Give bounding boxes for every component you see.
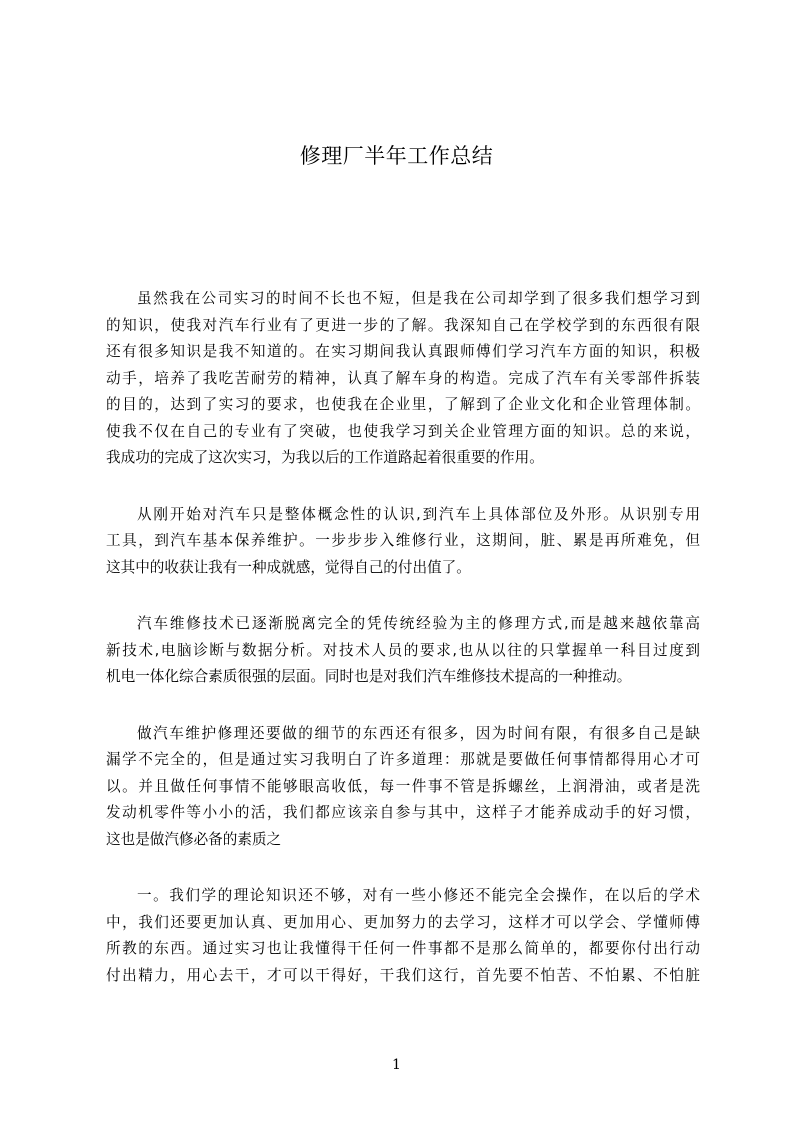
text-line: 还有很多知识是我不知道的。在实习期间我认真跟师傅们学习汽车方面的知识，积极 (106, 343, 700, 360)
text-line: 一。我们学的理论知识还不够，对有一些小修还不能完全会操作，在以后的学术 (137, 887, 700, 904)
paragraph-2 (106, 502, 700, 582)
page-number: 1 (392, 1057, 401, 1073)
text-line: 从刚开始对汽车只是整体概念性的认识,到汽车上具体部位及外形。从识别专用 (137, 505, 700, 523)
text-line: 的目的，达到了实习的要求，也使我在企业里，了解到了企业文化和企业管理体制。 (106, 396, 700, 413)
text-line: 动手，培养了我吃苦耐劳的精神，认真了解车身的构造。完成了汽车有关零部件拆装 (106, 369, 700, 387)
text-line: 这其中的收获让我有一种成就感，觉得自己的付出值了。 (106, 558, 471, 576)
text-line: 新技术,电脑诊断与数据分析。对技术人员的要求,也从以往的只掌握单一科目过度到 (106, 641, 700, 659)
paragraph-1 (106, 286, 700, 472)
text-line: 我成功的完成了这次实习，为我以后的工作道路起着很重要的作用。 (106, 449, 544, 466)
text-line: 漏学不完全的，但是通过实习我明白了许多道理：那就是要做任何事情都得用心才可 (106, 751, 700, 768)
text-line: 中，我们还要更加认真、更加用心、更加努力的去学习，这样才可以学会、学懂师傅 (106, 913, 700, 931)
text-line: 的知识，使我对汽车行业有了更进一步的了解。我深知自己在学校学到的东西很有限 (106, 316, 700, 334)
text-line: 发动机零件等小小的活，我们都应该亲自参与其中，这样子才能养成动手的好习惯， (106, 804, 700, 821)
text-line: 做汽车维护修理还要做的细节的东西还有很多，因为时间有限，有很多自己是缺 (137, 724, 700, 742)
text-line: 付出精力，用心去干，才可以干得好，干我们这行，首先要不怕苦、不怕累、不怕脏 (106, 966, 700, 984)
text-line: 虽然我在公司实习的时间不长也不短，但是我在公司却学到了很多我们想学习到 (137, 290, 700, 307)
text-line: 机电一体化综合素质很强的层面。同时也是对我们汽车维修技术提高的一种推动。 (106, 668, 632, 685)
paragraph-5 (106, 883, 700, 989)
document-title: 修理厂半年工作总结 (299, 144, 494, 168)
text-line: 汽车维修技术已逐渐脱离完全的凭传统经验为主的修理方式,而是越来越依靠高 (137, 615, 700, 632)
text-line: 工具，到汽车基本保养维护。一步步步入维修行业，这期间，脏、累是再所难免，但 (106, 532, 700, 549)
paragraph-4 (106, 721, 700, 854)
text-line: 以。并且做任何事情不能够眼高收低，每一件事不管是拆螺丝，上润滑油，或者是洗 (106, 777, 700, 795)
text-line: 使我不仅在自己的专业有了突破，也使我学习到关企业管理方面的知识。总的来说， (106, 422, 700, 440)
document-body (106, 286, 700, 1019)
text-line: 所教的东西。通过实习也让我懂得干任何一件事都不是那么简单的，都要你付出行动 (106, 940, 700, 957)
text-line: 这也是做汽修必备的素质之 (106, 830, 282, 848)
paragraph-3 (106, 611, 700, 691)
